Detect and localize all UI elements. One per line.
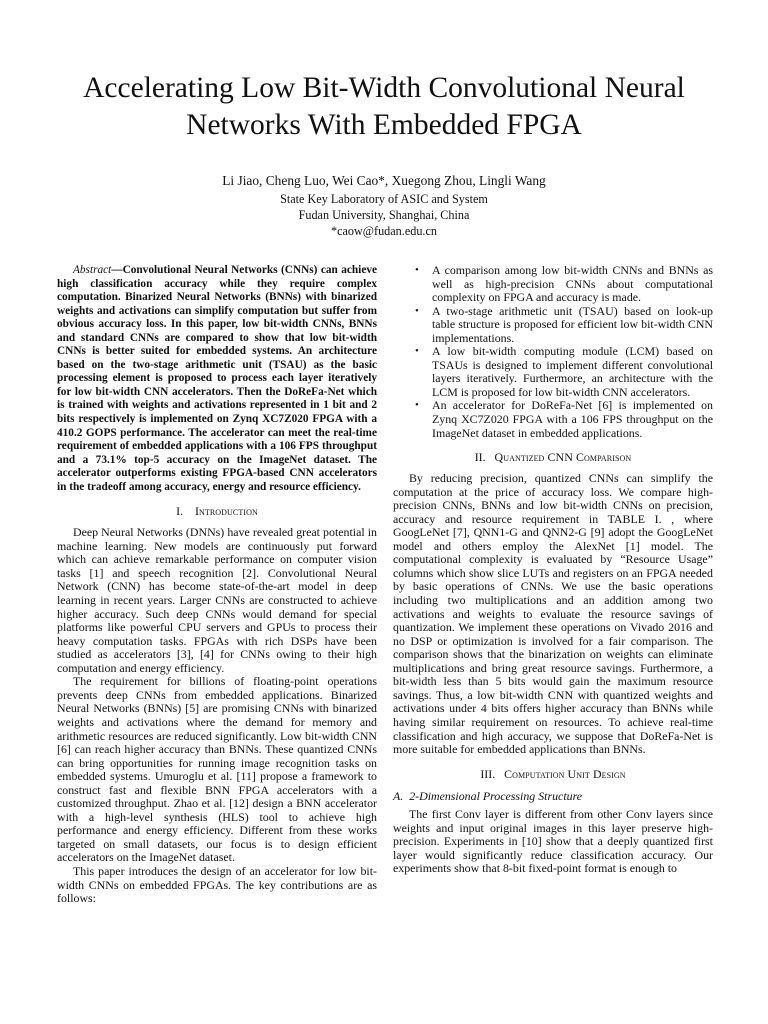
paragraph: By reducing precision, quantized CNNs can simplify the computation at the price of accuracy loss. We compare high-precision CNNs, BNNs and low bit-width CNNs on precision, accuracy and resource requirement in TABLE I. , where GoogLeNet [7], QNN1-G and QNN2-G [9] adopt the GoogLeNet model and others employ the AlexNet [1] model. The computational complexity is evaluated by “Resource Usage” columns which show slice LUTs and registers on an FPGA needed by basic operations of CNNs. We use the basic operations including two multiplications and an addition among two activations and weights to evaluate the resource savings of quantization. We implement these operations on Vivado 2016 and no DSP or optimization is involved for a fair comparison. The comparison shows that the binarization on weights can eliminate multiplications and bring great resource savings. Furthermore, a bit-width less than 5 bits would gain the maximum resource savings. Thus, a low bit-width CNN with quantized weights and activations under 4 bits offers higher accuracy than BNNs while having similar requirement on resources. To achieve real-time classification and high accuracy, we suppose that DoReFa-Net is more suitable for embedded applications than BNNs. — [393, 471, 713, 757]
list-item: • A low bit-width computing module (LCM) based on TSAUs is designed to implement different convolutional layers iteratively. Furthermore, an architecture with the LCM is proposed for low bit-width CNN accelerators. — [415, 344, 713, 399]
paper-title — [40, 70, 728, 144]
author-list: Li Jiao, Cheng Luo, Wei Cao*, Xuegong Zhou, Lingli Wang — [222, 173, 546, 188]
bullet-icon: • — [415, 304, 419, 317]
right-column — [393, 264, 713, 876]
paragraph: This paper introduces the design of an accelerator for low bit-width CNNs on embedded FPGAs. The key contributions are as follows: — [57, 863, 377, 906]
list-item: • A two-stage arithmetic unit (TSAU) based on look-up table structure is proposed for efficient low bit-width CNN implementations. — [415, 303, 713, 345]
left-column — [57, 264, 377, 906]
abstract — [57, 264, 377, 494]
affiliation-email: *caow@fudan.edu.cn — [331, 224, 437, 238]
bullet-icon: • — [415, 264, 419, 276]
subsection-heading — [393, 790, 713, 804]
affiliation — [40, 191, 728, 239]
section-heading-quantized-cnn-comparison — [393, 450, 713, 464]
section-title: Computation Unit Design — [504, 766, 626, 781]
section-number: I. — [176, 504, 184, 519]
paragraph: The requirement for billions of floating-point operations prevents deep CNNs from embedded applications. Binarized Neural Networks (BNNs) [5] are promising CNNs with binarized weights and activations where the demand for memory and arithmetic resources are reduced significantly. Low bit-width CNN [6] can reach higher accuracy than BNNs. These quantized CNNs can bring opportunities for running image recognition tasks on embedded systems. Umuroglu et al. [11] propose a framework to construct fast and flexible BNN FPGA accelerators with a customized throughput. Zhao et al. [12] design a BNN accelerator with a high-level synthesis (HLS) tool to achieve high performance and energy efficiency. Different from these works targeted on small datasets, our focus is to design efficient accelerators on the ImageNet dataset. — [57, 674, 377, 865]
affiliation-university: Fudan University, Shanghai, China — [298, 208, 470, 222]
section-title: Introduction — [194, 504, 258, 519]
title-line-2: Networks With Embedded FPGA — [186, 109, 582, 141]
paragraph: Deep Neural Networks (DNNs) have revealed great potential in machine learning. New models are continuously put forward which can achieve remarkable performance on computer vision tasks [1] and speech recognition [2]. Convolutional Neural Network (CNN) has become state-of-the-art model in deep learning in recent years. Larger CNNs are constructed to achieve higher accuracy. Such deep CNNs would demand for special platforms like powerful CPU servers and GPUs to process their heavy computation tasks. FPGAs with rich DSPs have been studied as accelerators [3], [4] for CNNs owing to their high computation and energy efficiency. — [57, 525, 377, 675]
bullet-icon: • — [415, 345, 419, 358]
subsection-label: A. — [393, 788, 404, 803]
subsection-title: 2-Dimensional Processing Structure — [409, 788, 583, 803]
abstract-text: —Convolutional Neural Networks (CNNs) can achieve high classification accuracy while they require complex computation. Binarized Neural Networks (BNNs) with binarized weights and activations can simplify computation but suffer from obvious accuracy loss. In this paper, low bit-width CNNs, BNNs and standard CNNs are compared to show that low bit-width CNNs is better suited for embedded systems. An architecture based on the two-stage arithmetic unit (TSAU) as the basic processing element is proposed to process each layer iteratively for low bit-width CNN accelerators. Then the DoReFa-Net which is trained with weights and activations represented in 1 bit and 2 bits respectively is implemented on Zynq XC7Z020 FPGA with a 410.2 GOPS performance. The accelerator can meet the real-time requirement of embedded applications with a 106 FPS throughput and a 73.1% top-5 accuracy on the ImageNet dataset. The accelerator outperforms existing FPGA-based CNN accelerators in the tradeoff among accuracy, energy and resource efficiency. — [57, 264, 377, 493]
section-heading-introduction — [57, 504, 377, 518]
section-title: Quantized CNN Comparison — [494, 450, 632, 465]
contribution-list — [393, 264, 713, 440]
section-number: II. — [474, 450, 486, 465]
list-item: • A comparison among low bit-width CNNs and BNNs as well as high-precision CNNs about computational complexity on FPGA and accuracy is made. — [415, 263, 713, 305]
section-number: III. — [480, 766, 496, 781]
abstract-lead: Abstract — [73, 264, 112, 276]
title-line-1: Accelerating Low Bit-Width Convolutional Neural — [83, 72, 685, 104]
paragraph: The first Conv layer is different from other Conv layers since weights and input original images in this layer preserve high-precision. Experiments in [10] show that a deeply quantized first layer would significantly reduce classification accuracy. Our experiments show that 8-bit fixed-point format is enough to — [393, 807, 713, 876]
section-heading-computation-unit-design — [393, 767, 713, 781]
bullet-icon: • — [415, 399, 419, 412]
list-item: • An accelerator for DoReFa-Net [6] is implemented on Zynq XC7Z020 FPGA with a 106 FPS throughput on the ImageNet dataset in embedded applications. — [415, 398, 713, 440]
affiliation-lab: State Key Laboratory of ASIC and System — [280, 192, 488, 206]
